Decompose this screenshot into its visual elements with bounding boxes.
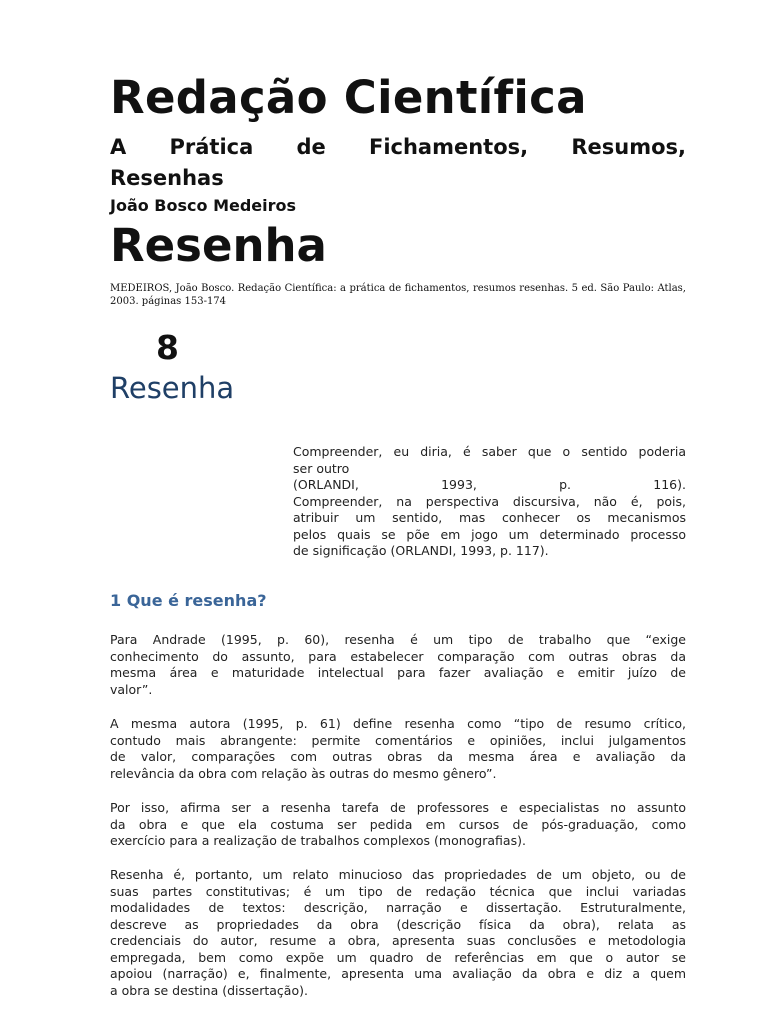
epigraph-line: pelos quais se põe em jogo um determinado processo — [293, 526, 686, 542]
paragraph-line: da obra e que ela costuma ser pedida em cursos de pós-graduação, como — [110, 816, 686, 832]
paragraph-line: valor”. — [110, 681, 153, 697]
paragraph-line: descreve as propriedades da obra (descrição física da obra), relata as — [110, 916, 686, 932]
epigraph-line: (ORLANDI, 1993, p. 116). — [293, 477, 686, 492]
epigraph-line: Compreender, na perspectiva discursiva, não é, pois, — [293, 493, 686, 509]
body-paragraph — [110, 632, 686, 698]
paragraph-line: conhecimento do assunto, para estabelecer comparação com outras obras da — [110, 648, 686, 664]
bibliographic-citation: MEDEIROS, João Bosco. Redação Científica: a prática de fichamentos, resumos resenhas. 5 ed. São Paulo: Atlas, 2003. páginas 153-174 — [110, 283, 686, 307]
paragraph-line: relevância da obra com relação às outras do mesmo gênero”. — [110, 765, 497, 781]
paragraph-line: modalidades de textos: descrição, narração e dissertação. Estruturalmente, — [110, 900, 686, 915]
chapter-title: Resenha — [110, 371, 235, 405]
subtitle-line: A Prática de Fichamentos, Resumos, — [110, 135, 686, 159]
epigraph — [293, 444, 686, 560]
paragraph-line: Por isso, afirma ser a resenha tarefa de professores e especialistas no assunto — [110, 800, 686, 815]
epigraph-line: Compreender, eu diria, é saber que o sentido poderia — [293, 444, 686, 459]
paragraph-line: credenciais do autor, resume a obra, apresenta suas conclusões e metodologia — [110, 933, 686, 948]
epigraph-line: de significação (ORLANDI, 1993, p. 117). — [293, 543, 549, 558]
document-title: Redação Científica — [110, 71, 587, 124]
document-subtitle — [110, 132, 686, 194]
paragraph-line: de valor, comparações com outras obras da mesma área e avaliação da — [110, 749, 686, 764]
body-paragraph — [110, 867, 686, 999]
epigraph-line: ser outro — [293, 460, 350, 476]
chapter-number: 8 — [156, 328, 179, 367]
paragraph-line: Para Andrade (1995, p. 60), resenha é um tipo de trabalho que “exige — [110, 632, 686, 647]
paragraph-line: a obra se destina (dissertação). — [110, 982, 308, 998]
paragraph-line: suas partes constitutivas; é um tipo de redação técnica que inclui variadas — [110, 883, 686, 899]
epigraph-line: atribuir um sentido, mas conhecer os mecanismos — [293, 510, 686, 525]
section-big-heading: Resenha — [110, 219, 327, 272]
body-paragraph — [110, 800, 686, 850]
author-name: João Bosco Medeiros — [110, 196, 297, 215]
paragraph-line: empregada, bem como expõe um quadro de referências em que o autor se — [110, 949, 686, 965]
section-heading: 1 Que é resenha? — [110, 591, 267, 610]
paragraph-line: Resenha é, portanto, um relato minucioso das propriedades de um objeto, ou de — [110, 867, 686, 882]
paragraph-line: mesma área e maturidade intelectual para fazer avaliação e emitir juízo de — [110, 665, 686, 680]
subtitle-line: Resenhas — [110, 166, 224, 190]
body-paragraph — [110, 716, 686, 782]
paragraph-line: exercício para a realização de trabalhos complexos (monografias). — [110, 833, 526, 848]
paragraph-line: A mesma autora (1995, p. 61) define resenha como “tipo de resumo crítico, — [110, 716, 686, 731]
paragraph-line: contudo mais abrangente: permite comentários e opiniões, inclui julgamentos — [110, 732, 686, 748]
paragraph-line: apoiou (narração) e, finalmente, apresenta uma avaliação da obra e diz a quem — [110, 966, 686, 981]
